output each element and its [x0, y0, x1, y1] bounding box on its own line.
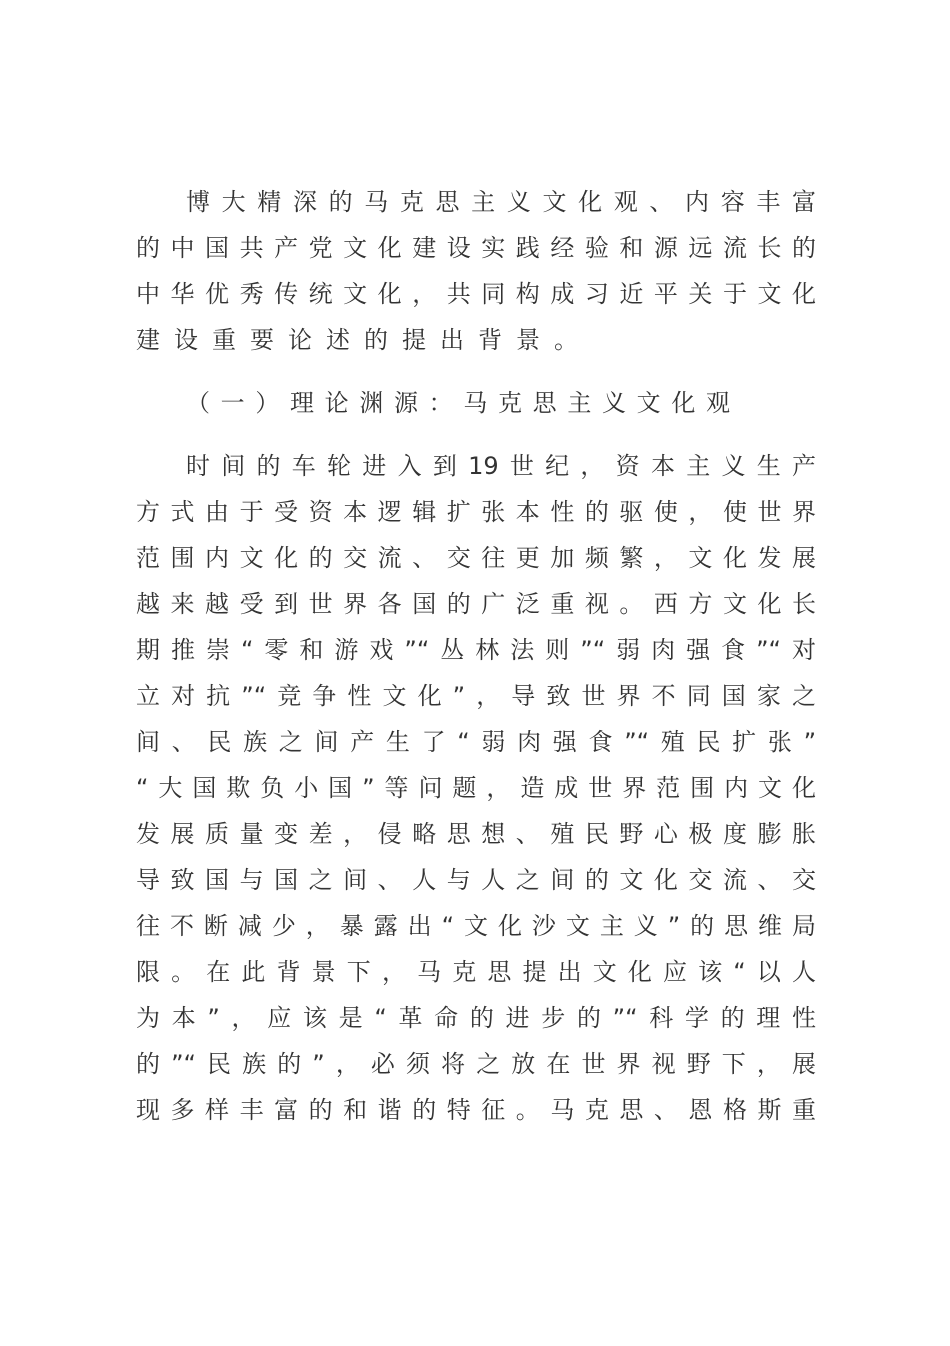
paragraph2-line-5: 期推崇“零和游戏”“丛林法则”“弱肉强食”“对 — [136, 636, 816, 664]
paragraph1-line-3: 中华优秀传统文化，共同构成习近平关于文化 — [136, 280, 816, 308]
paragraph2-line-13: 为本”，应该是“革命的进步的”“科学的理性 — [136, 1004, 816, 1032]
paragraph2-line-2: 方式由于受资本逻辑扩张本性的驱使，使世界 — [136, 498, 816, 526]
paragraph2-line-11: 往不断减少，暴露出“文化沙文主义”的思维局 — [136, 912, 816, 940]
paragraph2-line-9: 发展质量变差，侵略思想、殖民野心极度膨胀 — [136, 820, 816, 848]
paragraph2-line-4: 越来越受到世界各国的广泛重视。西方文化长 — [136, 590, 816, 618]
paragraph2-line-3: 范围内文化的交流、交往更加频繁，文化发展 — [136, 544, 816, 572]
paragraph2-line-1: 时间的车轮进入到19世纪，资本主义生产 — [186, 452, 816, 480]
paragraph2-line-15: 现多样丰富的和谐的特征。马克思、恩格斯重 — [136, 1096, 816, 1124]
paragraph1-line-1: 博大精深的马克思主义文化观、内容丰富 — [186, 188, 816, 216]
paragraph2-line-8: “大国欺负小国”等问题，造成世界范围内文化 — [136, 774, 816, 802]
paragraph2-line-7: 间、民族之间产生了“弱肉强食”“殖民扩张” — [136, 728, 816, 756]
paragraph2-line-6: 立对抗”“竞争性文化”，导致世界不同国家之 — [136, 682, 816, 710]
section-heading: （一）理论渊源：马克思主义文化观 — [186, 389, 730, 417]
paragraph2-line-10: 导致国与国之间、人与人之间的文化交流、交 — [136, 866, 816, 894]
paragraph1-line-2: 的中国共产党文化建设实践经验和源远流长的 — [136, 234, 816, 262]
paragraph1-line-4: 建设重要论述的提出背景。 — [136, 326, 592, 354]
paragraph2-line-12: 限。在此背景下，马克思提出文化应该“以人 — [136, 958, 816, 986]
paragraph2-line-14: 的”“民族的”，必须将之放在世界视野下，展 — [136, 1050, 816, 1078]
